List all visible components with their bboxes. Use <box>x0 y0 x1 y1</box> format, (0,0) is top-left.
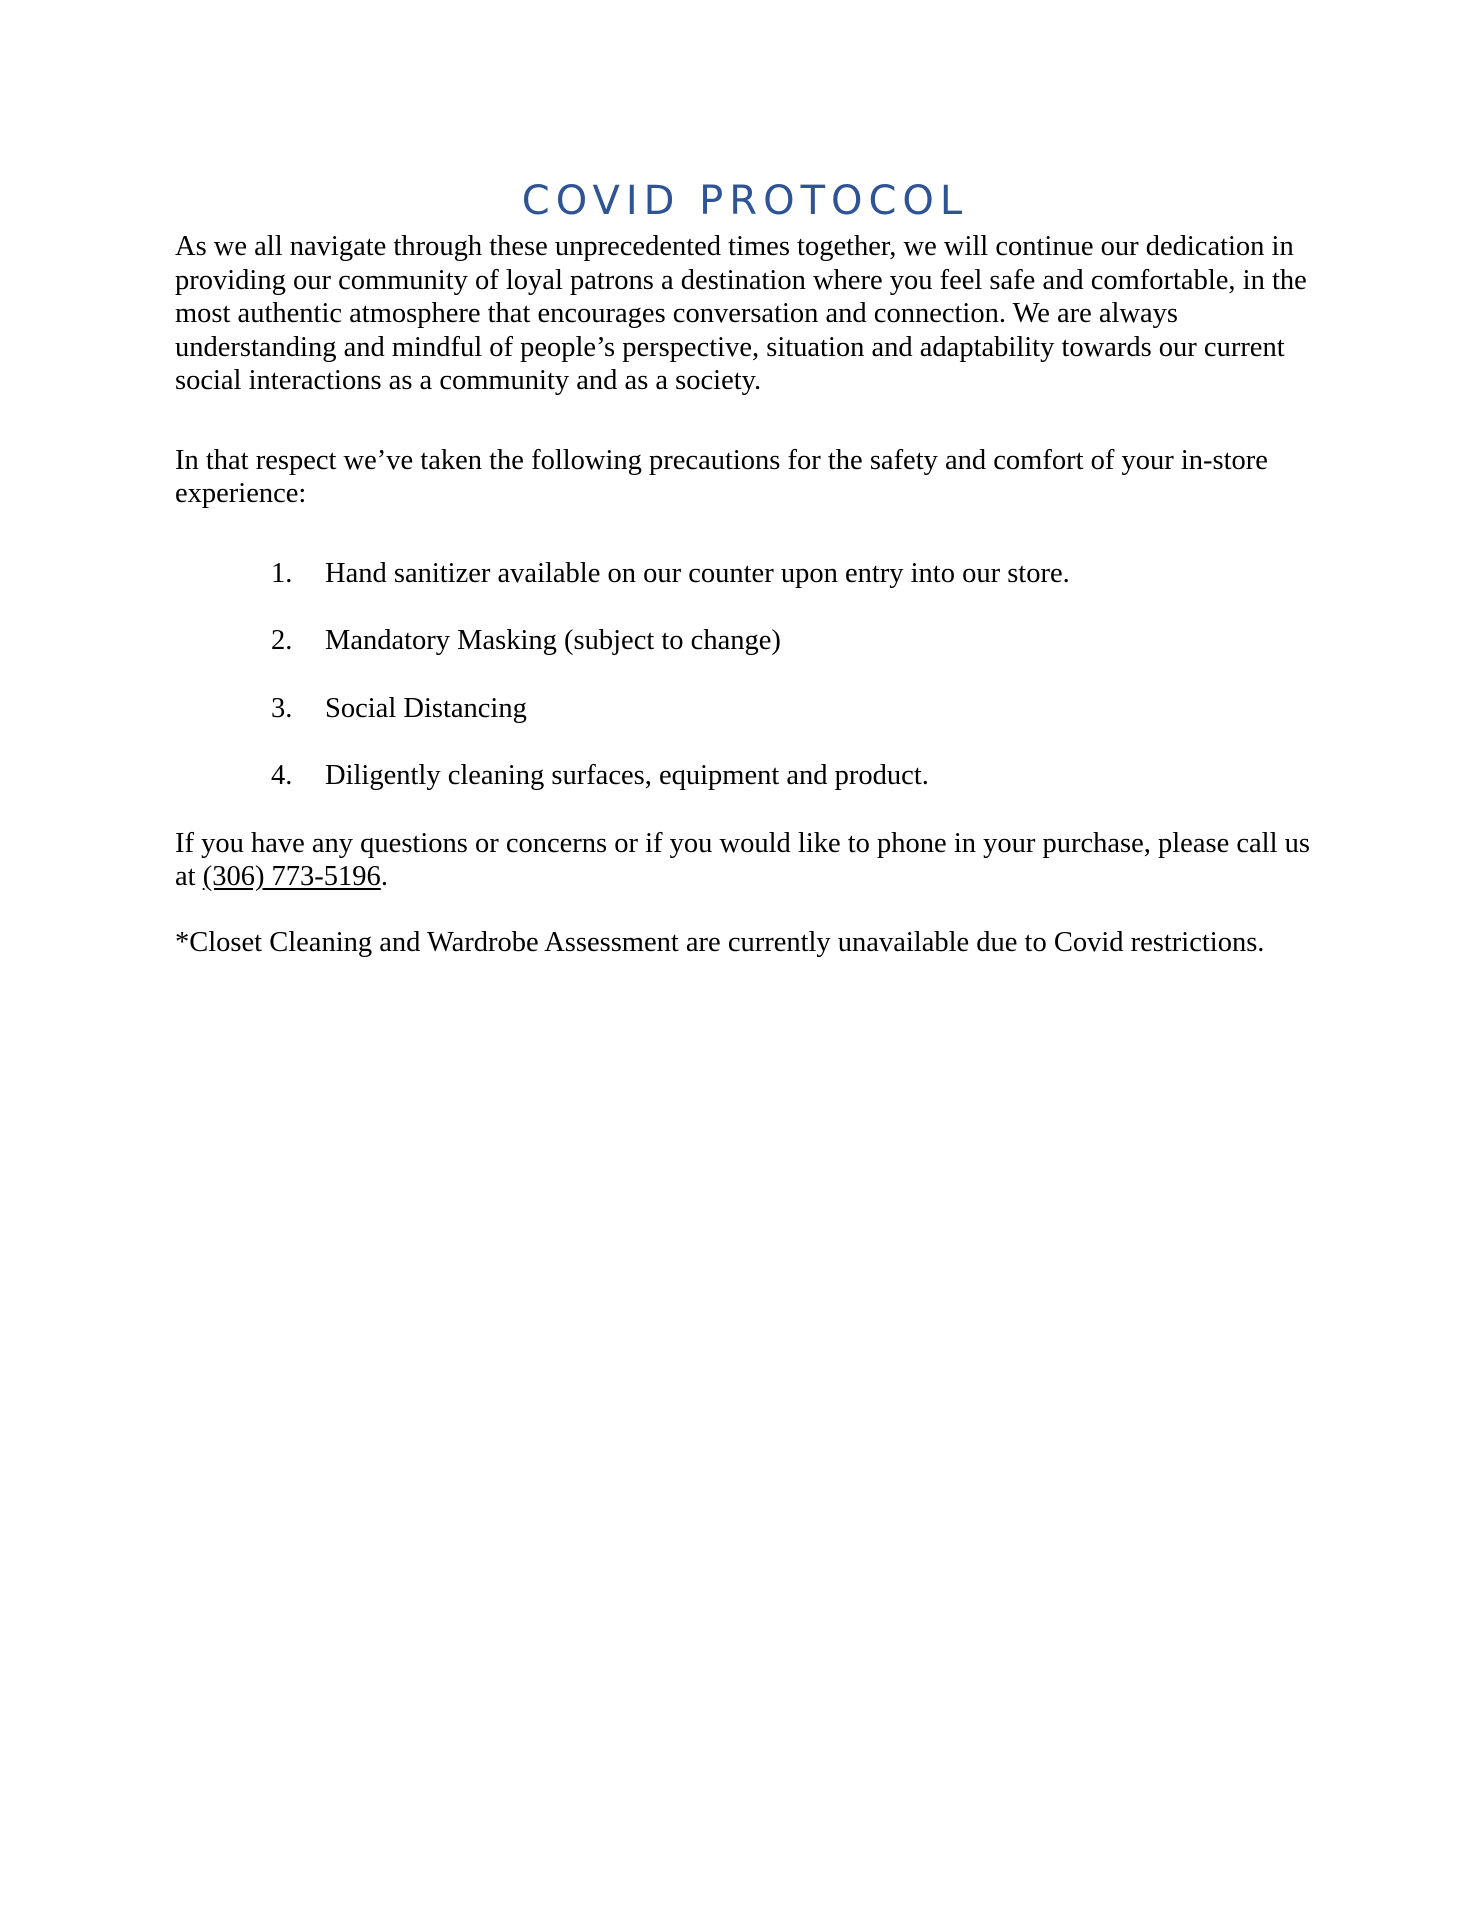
contact-text-end: . <box>380 861 388 892</box>
list-item-text: Hand sanitizer available on our counter upon entry into our store. <box>325 557 1070 589</box>
list-item <box>175 557 1315 591</box>
document-body <box>175 172 1315 959</box>
closet-note: *Closet Cleaning and Wardrobe Assessment are currently unavailable due to Covid restrictions. <box>175 926 1265 958</box>
list-item <box>175 624 1315 658</box>
list-item-text: Mandatory Masking (subject to change) <box>325 625 781 656</box>
contact-text: If you have any questions or concerns or if you would like to phone in your purchase, please call us at <box>175 827 1310 892</box>
list-item-number: 3. <box>271 692 293 724</box>
precautions-list <box>175 557 1315 793</box>
contact-paragraph <box>175 827 1315 894</box>
list-item-number: 1. <box>271 557 293 589</box>
list-item-number: 2. <box>271 625 293 656</box>
list-item <box>175 759 1315 793</box>
precautions-intro-paragraph: In that respect we’ve taken the following precautions for the safety and comfort of your in-store experience: <box>175 444 1268 509</box>
intro-paragraph: As we all navigate through these unprecedented times together, we will continue our dedication in providing our community of loyal patrons a destination where you feel safe and comfortable, in the most authentic atmosphere that encourages conversation and connection. We are always understanding and mindful of people’s perspective, situation and adaptability towards our current social interactions as a community and as a society. <box>175 231 1307 396</box>
document-title: COVID PROTOCOL <box>521 178 969 224</box>
list-item-text: Diligently cleaning surfaces, equipment and product. <box>325 760 929 791</box>
list-item-number: 4. <box>271 760 293 791</box>
phone-link[interactable]: (306) 773-5196 <box>202 861 381 892</box>
list-item <box>175 692 1315 726</box>
list-item-text: Social Distancing <box>325 692 527 724</box>
